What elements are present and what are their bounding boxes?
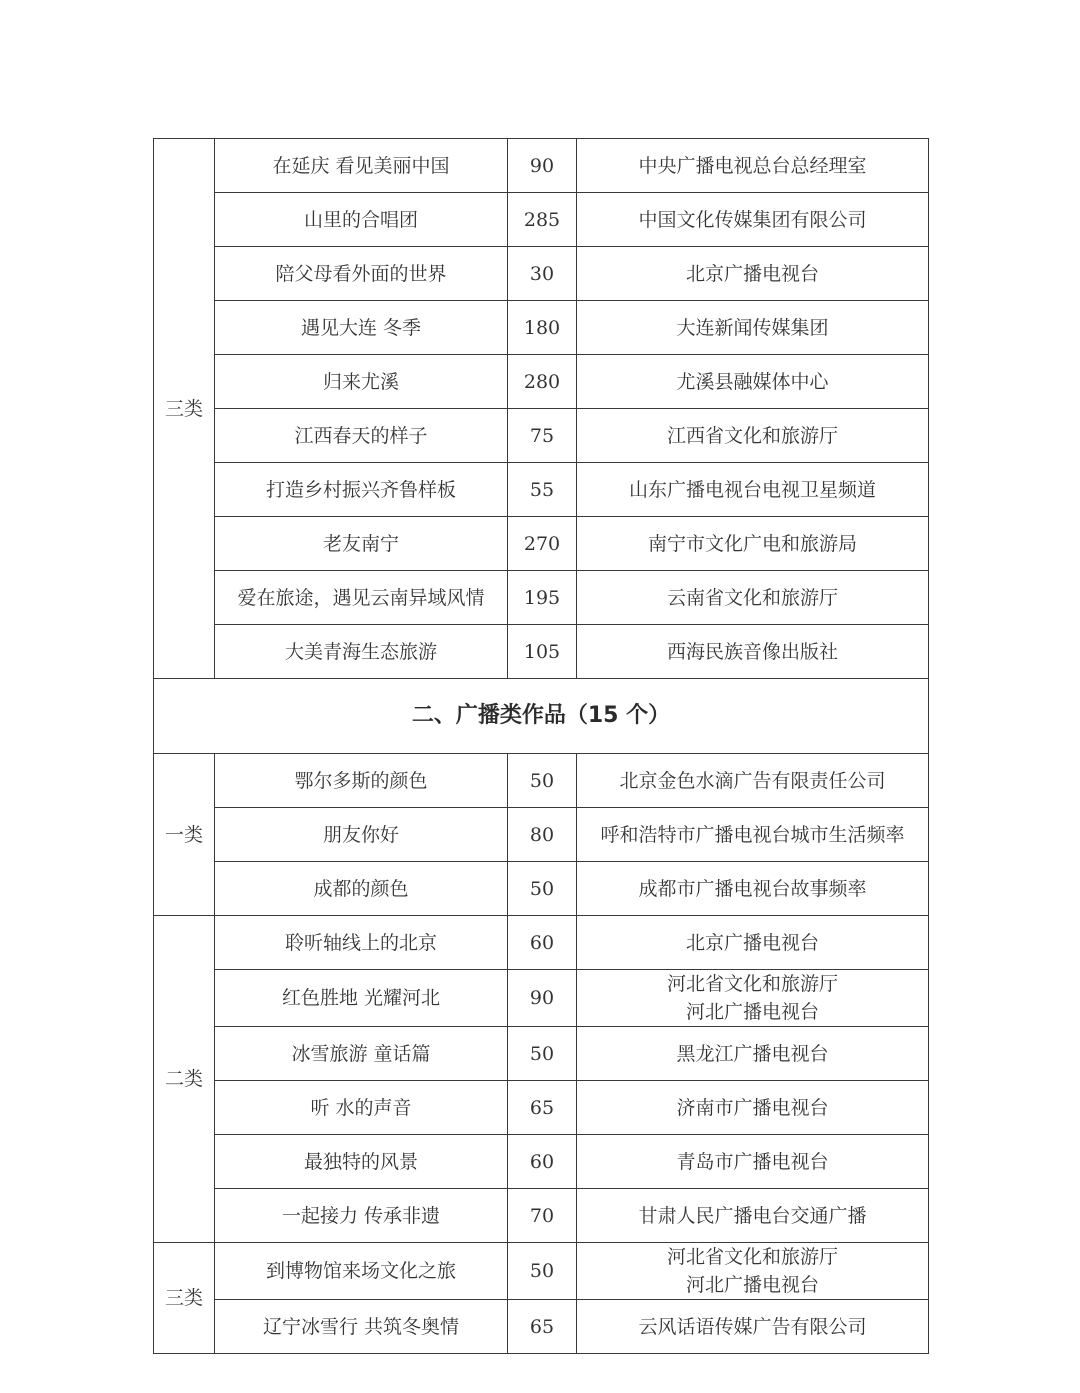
duration-cell: 65 (508, 1300, 577, 1354)
work-title-cell: 陪父母看外面的世界 (215, 247, 508, 301)
organization-cell (577, 1027, 929, 1081)
organization-cell (577, 139, 929, 193)
works-table (153, 138, 929, 1354)
duration-cell: 105 (508, 625, 577, 679)
organization-cell (577, 1081, 929, 1135)
organization-name: 山东广播电视台电视卫星频道 (628, 478, 876, 501)
table-row (154, 463, 929, 517)
table-row (154, 1135, 929, 1189)
organization-cell (577, 1189, 929, 1243)
organization-cell (577, 754, 929, 808)
organization-name: 北京广播电视台 (685, 931, 819, 954)
work-title-cell: 打造乡村振兴齐鲁样板 (215, 463, 508, 517)
organization-cell (577, 355, 929, 409)
work-title-cell: 成都的颜色 (215, 862, 508, 916)
table-row (154, 1027, 929, 1081)
organization-cell (577, 193, 929, 247)
organization-cell (577, 916, 929, 970)
organization-cell (577, 463, 929, 517)
table-row (154, 1189, 929, 1243)
work-title-cell: 到博物馆来场文化之旅 (215, 1243, 508, 1300)
table-row (154, 355, 929, 409)
category-cell: 二类 (154, 916, 215, 1243)
organization-name: 济南市广播电视台 (676, 1096, 829, 1119)
organization-name: 西海民族音像出版社 (666, 640, 838, 663)
table-row (154, 1081, 929, 1135)
organization-name: 中央广播电视总台总经理室 (638, 154, 867, 177)
duration-cell: 30 (508, 247, 577, 301)
organization-cell (577, 970, 929, 1027)
table-row (154, 139, 929, 193)
work-title-cell: 在延庆 看见美丽中国 (215, 139, 508, 193)
table-row (154, 916, 929, 970)
organization-name: 黑龙江广播电视台 (676, 1042, 829, 1065)
organization-name: 中国文化传媒集团有限公司 (638, 208, 867, 231)
duration-cell: 60 (508, 1135, 577, 1189)
organization-cell (577, 301, 929, 355)
organization-name: 河北广播电视台 (685, 1001, 819, 1023)
category-cell: 三类 (154, 1243, 215, 1354)
organization-cell (577, 247, 929, 301)
duration-cell: 70 (508, 1189, 577, 1243)
work-title-cell: 老友南宁 (215, 517, 508, 571)
organization-cell (577, 1243, 929, 1300)
work-title-cell: 江西春天的样子 (215, 409, 508, 463)
work-title-cell: 冰雪旅游 童话篇 (215, 1027, 508, 1081)
work-title-cell: 听 水的声音 (215, 1081, 508, 1135)
duration-cell: 55 (508, 463, 577, 517)
duration-cell: 65 (508, 1081, 577, 1135)
table-row (154, 571, 929, 625)
duration-cell: 80 (508, 808, 577, 862)
duration-cell: 50 (508, 1027, 577, 1081)
organization-name: 北京金色水滴广告有限责任公司 (619, 769, 886, 792)
work-title-cell: 朋友你好 (215, 808, 508, 862)
duration-cell: 50 (508, 1243, 577, 1300)
organization-name: 河北广播电视台 (685, 1274, 819, 1296)
work-title-cell: 爱在旅途，遇见云南异域风情 (215, 571, 508, 625)
organization-cell (577, 625, 929, 679)
table-row (154, 1300, 929, 1354)
organization-name: 甘肃人民广播电台交通广播 (638, 1204, 867, 1227)
work-title-cell: 归来尤溪 (215, 355, 508, 409)
section-row (154, 679, 929, 754)
duration-cell: 50 (508, 862, 577, 916)
work-title-cell: 辽宁冰雪行 共筑冬奥情 (215, 1300, 508, 1354)
duration-cell: 180 (508, 301, 577, 355)
table-row (154, 754, 929, 808)
duration-cell: 280 (508, 355, 577, 409)
organization-name: 河北省文化和旅游厅 (666, 973, 838, 995)
duration-cell: 75 (508, 409, 577, 463)
work-title-cell: 聆听轴线上的北京 (215, 916, 508, 970)
section-title: 二、广播类作品（15 个） (154, 679, 929, 754)
table-row (154, 970, 929, 1027)
organization-cell (577, 1300, 929, 1354)
duration-cell: 60 (508, 916, 577, 970)
duration-cell: 270 (508, 517, 577, 571)
table-row (154, 517, 929, 571)
duration-cell: 90 (508, 139, 577, 193)
work-title-cell: 一起接力 传承非遗 (215, 1189, 508, 1243)
organization-cell (577, 1135, 929, 1189)
organization-name: 云风话语传媒广告有限公司 (638, 1315, 867, 1338)
organization-name: 南宁市文化广电和旅游局 (647, 532, 857, 555)
table-row (154, 1243, 929, 1300)
category-cell: 一类 (154, 754, 215, 916)
works-table-body (154, 139, 929, 1354)
organization-cell (577, 571, 929, 625)
work-title-cell: 山里的合唱团 (215, 193, 508, 247)
duration-cell: 285 (508, 193, 577, 247)
work-title-cell: 鄂尔多斯的颜色 (215, 754, 508, 808)
organization-cell (577, 517, 929, 571)
category-cell: 三类 (154, 139, 215, 679)
table-row (154, 301, 929, 355)
table-row (154, 808, 929, 862)
organization-cell (577, 808, 929, 862)
work-title-cell: 大美青海生态旅游 (215, 625, 508, 679)
organization-name: 尤溪县融媒体中心 (676, 370, 829, 393)
organization-name: 北京广播电视台 (685, 262, 819, 285)
table-row (154, 247, 929, 301)
work-title-cell: 最独特的风景 (215, 1135, 508, 1189)
organization-name: 江西省文化和旅游厅 (666, 424, 838, 447)
organization-cell (577, 862, 929, 916)
organization-name: 成都市广播电视台故事频率 (638, 877, 867, 900)
table-row (154, 625, 929, 679)
duration-cell: 50 (508, 754, 577, 808)
organization-name: 呼和浩特市广播电视台城市生活频率 (600, 823, 905, 846)
table-row (154, 862, 929, 916)
organization-name: 河北省文化和旅游厅 (666, 1246, 838, 1268)
duration-cell: 90 (508, 970, 577, 1027)
organization-cell (577, 409, 929, 463)
organization-name: 云南省文化和旅游厅 (666, 586, 838, 609)
duration-cell: 195 (508, 571, 577, 625)
work-title-cell: 红色胜地 光耀河北 (215, 970, 508, 1027)
organization-name: 大连新闻传媒集团 (676, 316, 829, 339)
organization-name: 青岛市广播电视台 (676, 1150, 829, 1173)
table-row (154, 193, 929, 247)
table-row (154, 409, 929, 463)
work-title-cell: 遇见大连 冬季 (215, 301, 508, 355)
